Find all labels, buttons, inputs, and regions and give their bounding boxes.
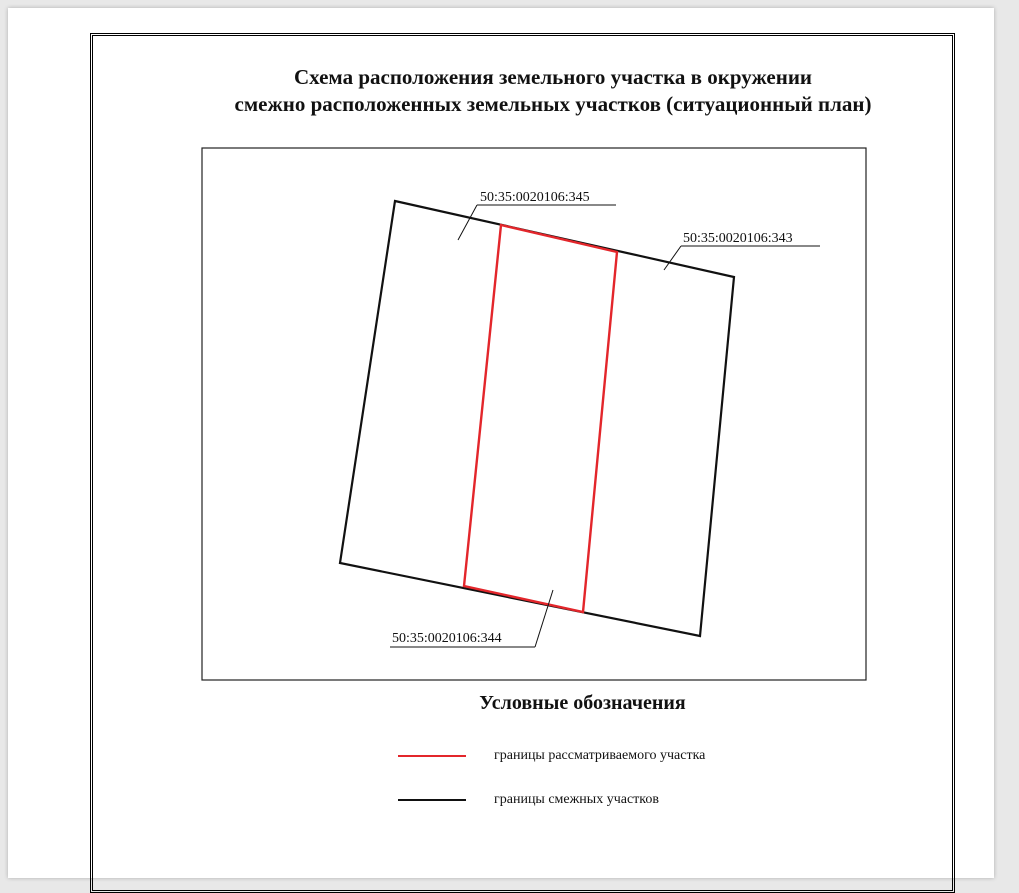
adjacent-parcels-boundary: [340, 201, 734, 636]
north-parcel-leader: [458, 205, 477, 240]
legend-label-subject: границы рассматриваемого участка: [494, 748, 706, 763]
legend-item-adjacent: [398, 790, 659, 810]
plan-title-line-2: смежно расположенных земельных участков (ситуационный план): [234, 92, 872, 116]
south-parcel-leader: [535, 590, 553, 647]
legend-swatch-black-line: [398, 799, 466, 801]
north-parcel-label: 50:35:0020106:345: [480, 190, 590, 205]
legend-item-subject: [398, 746, 705, 766]
legend-label-adjacent: границы смежных участков: [494, 792, 659, 807]
legend-swatch-red-line: [398, 755, 466, 757]
south-parcel-label: 50:35:0020106:344: [392, 631, 502, 646]
subject-parcel-boundary: [464, 225, 617, 612]
east-parcel-label: 50:35:0020106:343: [683, 231, 793, 246]
east-parcel-leader: [664, 246, 681, 270]
legend-title: Условные обозначения: [479, 692, 686, 714]
plan-title-line-1: Схема расположения земельного участка в окружении: [293, 65, 813, 89]
